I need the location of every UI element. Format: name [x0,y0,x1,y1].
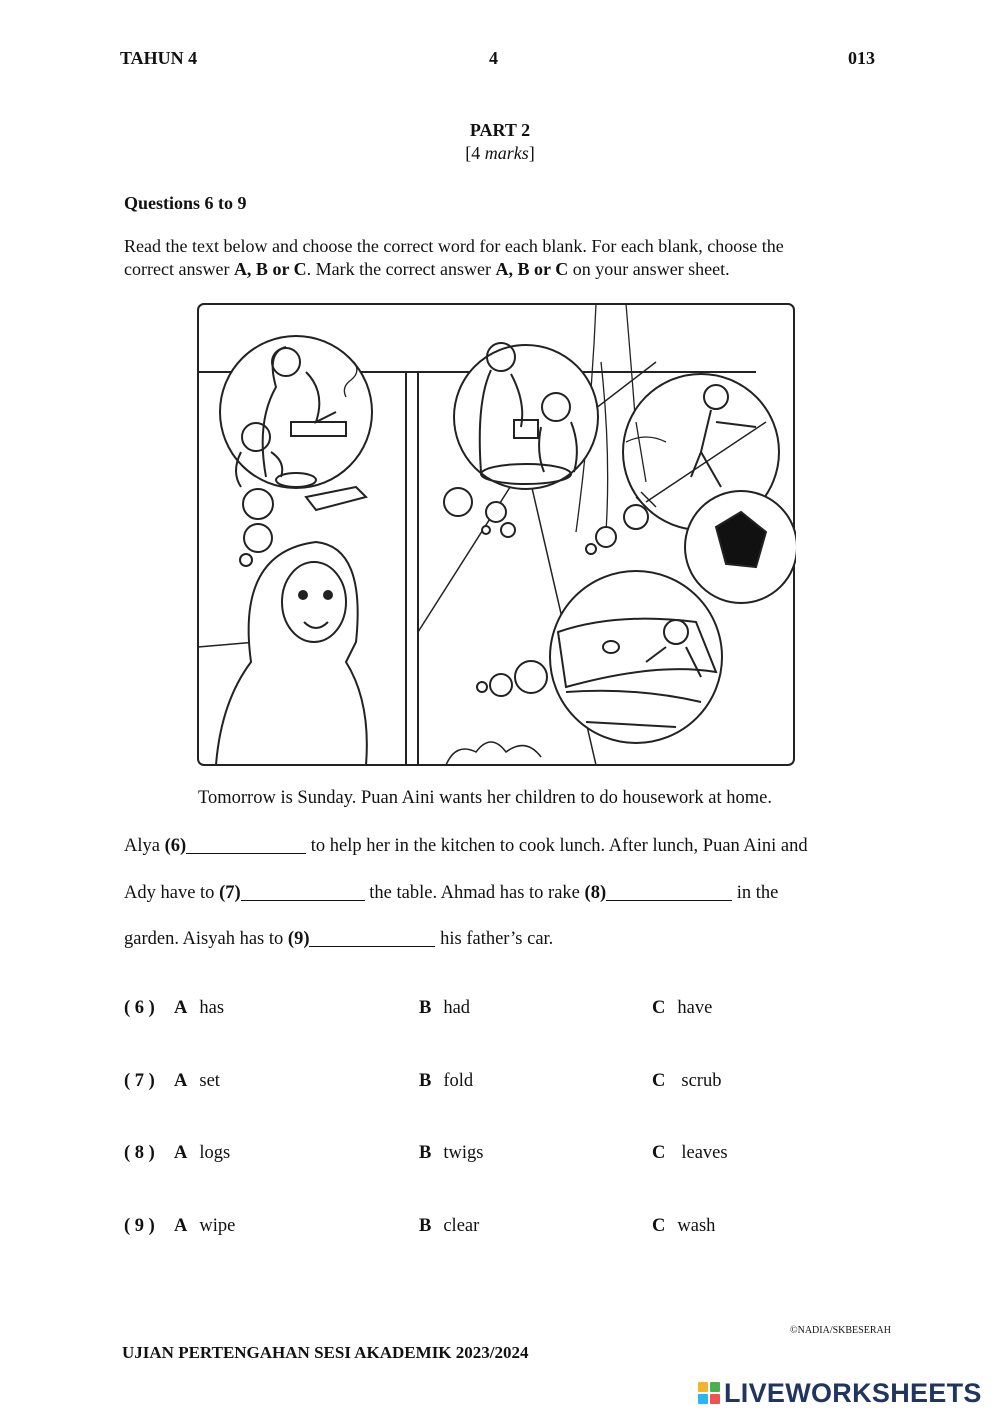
instructions [124,235,884,281]
housework-illustration [196,302,796,767]
story-text: Ady have to [124,883,220,903]
marks-close: ] [528,143,535,163]
blank-8[interactable] [606,882,732,901]
option-text: has [199,998,225,1018]
blank-9[interactable] [309,928,435,947]
liveworksheets-logo-icon [698,1382,720,1404]
story-text: in the [732,883,779,903]
option-9b[interactable] [419,1216,479,1237]
blank-number-8: (8) [584,883,607,903]
instr-choices-b: A, B or C [495,259,569,279]
blank-6[interactable] [186,835,306,854]
instr-text-a: correct answer [124,259,234,279]
story-text: Alya [124,836,165,856]
questions-heading: Questions 6 to 9 [124,193,247,213]
option-7c[interactable] [652,1071,721,1092]
question-number: ( 8 ) [124,1143,155,1163]
option-label: B [419,1143,432,1163]
instr-text-b: . Mark the correct answer [306,259,496,279]
car-washing-scene [477,571,722,743]
option-text: wash [677,1216,716,1236]
option-label: A [174,1216,188,1236]
option-label: B [419,998,432,1018]
option-text: have [677,998,713,1018]
question-number: ( 9 ) [124,1216,155,1236]
mother-figure [216,542,367,765]
part-marks [400,143,600,164]
option-text: set [199,1071,220,1091]
story-text: to help her in the kitchen to cook lunch. After lunch, Puan Aini and [306,836,808,856]
logo-tile-4 [710,1394,720,1404]
story-text: garden. Aisyah has to [124,929,288,949]
option-8a[interactable] [174,1143,230,1164]
option-7b[interactable] [419,1071,473,1092]
cooking-scene [220,336,372,566]
option-text: scrub [681,1071,722,1091]
option-9c[interactable] [652,1216,715,1237]
story-line-1: Tomorrow is Sunday. Puan Aini wants her children to do housework at home. [198,788,773,808]
blank-number-7: (7) [219,883,241,903]
story-text: the table. Ahmad has to rake [364,883,585,903]
question-number: ( 6 ) [124,998,155,1018]
option-6b[interactable] [419,998,470,1019]
option-label: A [174,1143,188,1163]
option-label: A [174,998,188,1018]
header-code: 013 [848,48,875,68]
instructions-line-2 [124,258,884,281]
logo-tile-1 [698,1382,708,1392]
option-6a[interactable] [174,998,224,1019]
story-line-4 [124,928,553,950]
story-line-2 [124,835,808,857]
option-7a[interactable] [174,1071,220,1092]
copyright-note: ©NADIA/SKBESERAH [790,1325,891,1336]
part-title: PART 2 [469,120,531,140]
option-text: twigs [443,1143,484,1163]
header-year: TAHUN 4 [120,48,198,68]
story-text: his father’s car. [435,929,554,949]
logo-tile-2 [710,1382,720,1392]
instr-text-c: on your answer sheet. [568,259,730,279]
instr-choices-a: A, B or C [233,259,307,279]
question-number: ( 7 ) [124,1071,155,1091]
instructions-line-1: Read the text below and choose the correct word for each blank. For each blank, choose the [124,236,784,256]
raking-scene [586,374,796,603]
blank-number-6: (6) [164,836,187,856]
option-text: fold [443,1071,474,1091]
blank-7[interactable] [241,882,365,901]
exam-footer: UJIAN PERTENGAHAN SESI AKADEMIK 2023/2024 [122,1343,529,1362]
liveworksheets-brand[interactable] [698,1378,982,1408]
option-text: leaves [681,1143,728,1163]
marks-word: marks [484,143,529,163]
option-label: C [652,1071,666,1091]
marks-open: [4 [465,143,485,163]
option-label: C [652,998,666,1018]
option-8c[interactable] [652,1143,728,1164]
option-label: B [419,1216,432,1236]
option-label: C [652,1143,666,1163]
option-label: C [652,1216,666,1236]
option-text: clear [443,1216,480,1236]
option-text: wipe [199,1216,236,1236]
option-label: A [174,1071,188,1091]
header-page-number: 4 [489,48,498,68]
option-text: had [443,998,471,1018]
logo-tile-3 [698,1394,708,1404]
option-6c[interactable] [652,998,712,1019]
blank-number-9: (9) [287,929,310,949]
brand-name: LIVEWORKSHEETS [724,1377,982,1408]
option-9a[interactable] [174,1216,235,1237]
option-8b[interactable] [419,1143,483,1164]
option-text: logs [199,1143,231,1163]
story-line-3 [124,882,778,904]
option-label: B [419,1071,432,1091]
